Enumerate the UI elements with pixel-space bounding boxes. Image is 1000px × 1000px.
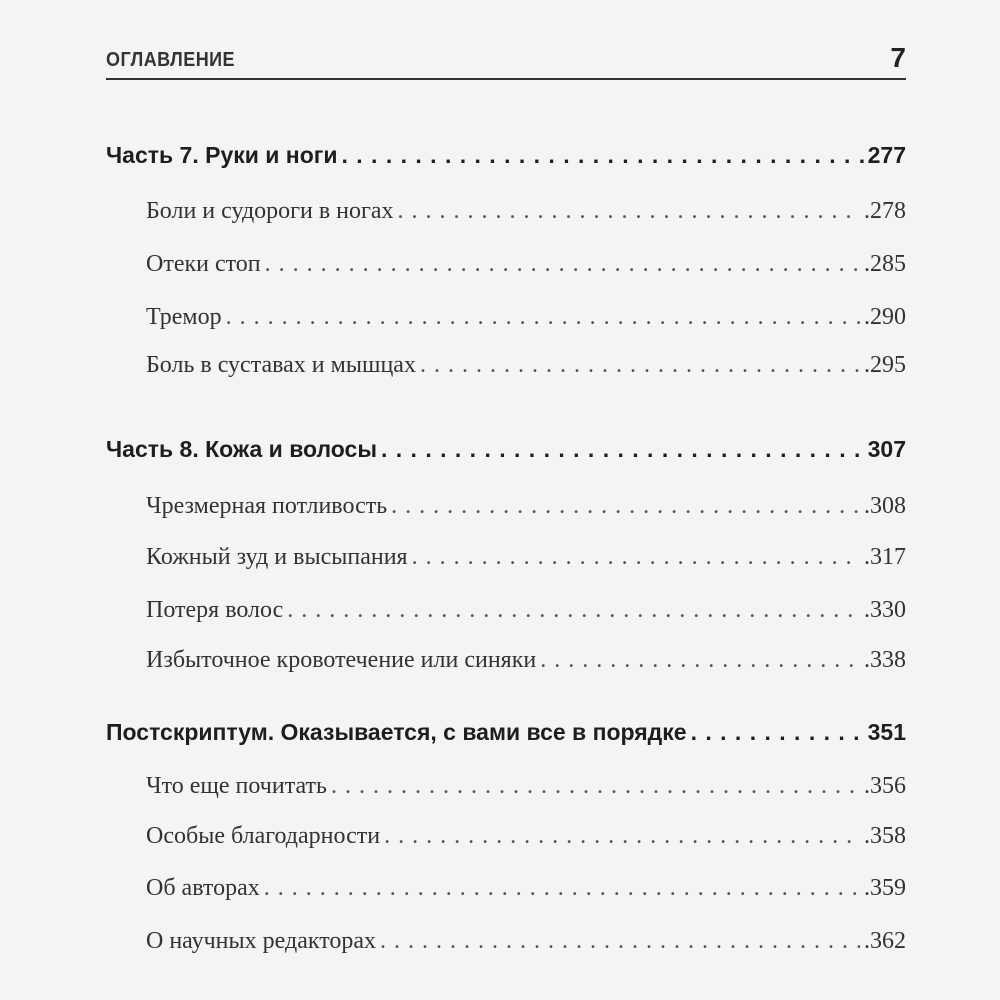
dot-leader <box>691 719 864 746</box>
toc-entry-label: Кожный зуд и высыпания <box>146 544 408 570</box>
toc-page-number: .295 <box>864 352 906 378</box>
toc-part-8[interactable] <box>106 436 906 463</box>
toc-page-number: .290 <box>864 304 906 330</box>
dot-leader <box>420 352 860 379</box>
page-header <box>106 38 906 80</box>
toc-entry-label: Особые благодарности <box>146 823 381 849</box>
toc-page-number: 307 <box>867 436 906 462</box>
toc-entry[interactable] <box>146 544 906 571</box>
dot-leader <box>264 875 860 902</box>
toc-entry-label: Отеки стоп <box>146 251 261 277</box>
toc-entry-label: О научных редакторах <box>146 928 377 954</box>
toc-page-number: .278 <box>864 198 906 224</box>
toc-entry[interactable] <box>146 251 906 278</box>
dot-leader <box>540 647 860 674</box>
toc-entry[interactable] <box>146 875 906 902</box>
toc-entry[interactable] <box>146 597 906 624</box>
toc-page-number: 277 <box>867 142 906 168</box>
toc-part-title: Часть 8. Кожа и волосы <box>106 436 377 462</box>
dot-leader <box>412 544 860 571</box>
dot-leader <box>331 773 860 800</box>
toc-page-number: .317 <box>864 544 906 570</box>
toc-entry[interactable] <box>146 773 906 800</box>
toc-page-number: .359 <box>864 875 906 901</box>
toc-entry[interactable] <box>146 198 906 225</box>
dot-leader <box>381 436 864 463</box>
toc-entry-label: Об авторах <box>146 875 260 901</box>
toc-entry[interactable] <box>146 304 906 331</box>
toc-part-title: Постскриптум. Оказывается, с вами все в порядке <box>106 719 687 745</box>
toc-page-number: .362 <box>864 928 906 954</box>
toc-page-number: .356 <box>864 773 906 799</box>
toc-entry[interactable] <box>146 823 906 850</box>
toc-part-7[interactable] <box>106 142 906 169</box>
page-number: 7 <box>890 42 906 73</box>
toc-entry[interactable] <box>146 928 906 955</box>
toc-entry-label: Что еще почитать <box>146 773 327 799</box>
dot-leader <box>391 493 860 520</box>
dot-leader <box>380 928 860 955</box>
toc-page-number: .285 <box>864 251 906 277</box>
dot-leader <box>226 304 860 331</box>
toc-entry[interactable] <box>146 493 906 520</box>
toc-page-number: .338 <box>864 647 906 673</box>
toc-page-number: 351 <box>867 719 906 745</box>
toc-entry[interactable] <box>146 352 906 379</box>
dot-leader <box>398 198 860 225</box>
toc-entry-label: Чрезмерная потливость <box>146 493 388 519</box>
toc-page-number: .358 <box>864 823 906 849</box>
dot-leader <box>265 251 860 278</box>
toc-part-title: Часть 7. Руки и ноги <box>106 142 338 168</box>
toc-entry-label: Боли и судороги в ногах <box>146 198 394 224</box>
running-title: ОГЛАВЛЕНИЕ <box>106 49 236 71</box>
toc-page-number: .330 <box>864 597 906 623</box>
toc-entry-label: Потеря волос <box>146 597 284 623</box>
toc-entry-label: Боль в суставах и мышцах <box>146 352 416 378</box>
dot-leader <box>287 597 860 624</box>
toc-entry-label: Избыточное кровотечение или синяки <box>146 647 537 673</box>
toc-page-number: .308 <box>864 493 906 519</box>
toc-postscript[interactable] <box>106 719 906 746</box>
dot-leader <box>341 142 863 169</box>
dot-leader <box>384 823 860 850</box>
toc-entry-label: Тремор <box>146 304 222 330</box>
toc-entry[interactable] <box>146 647 906 674</box>
